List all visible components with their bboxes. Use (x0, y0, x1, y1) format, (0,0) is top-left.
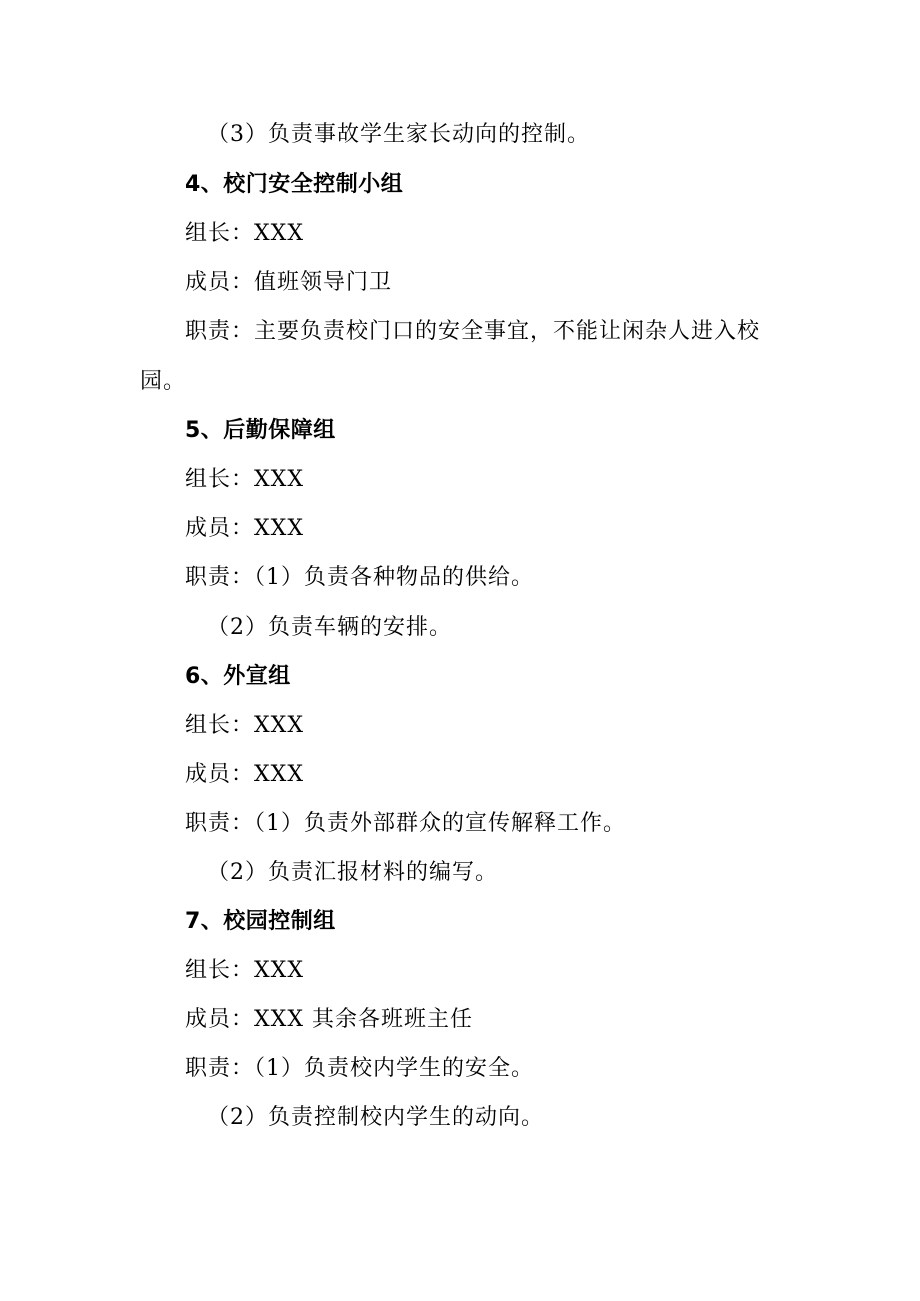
section-4-duty-continued: 园。 (140, 369, 187, 394)
section-7-duty-1: 职责：（1）负责校内学生的安全。 (185, 1056, 534, 1081)
section-7-heading: 7、校园控制组 (185, 909, 336, 934)
section-5-members: 成员：XXX (185, 516, 304, 541)
section-6-leader: 组长：XXX (185, 713, 304, 738)
section-4-duty: 职责：主要负责校门口的安全事宜，不能让闲杂人进入校 (185, 319, 761, 344)
section-5-duty-1: 职责：（1）负责各种物品的供给。 (185, 565, 534, 590)
section-7-members: 成员：XXX 其余各班班主任 (185, 1007, 473, 1032)
section-4-leader: 组长：XXX (185, 221, 304, 246)
section-7-leader: 组长：XXX (185, 958, 304, 983)
section-7-duty-2: （2）负责控制校内学生的动向。 (207, 1105, 544, 1130)
section-4-members: 成员：值班领导门卫 (185, 270, 393, 295)
section-5-duty-2: （2）负责车辆的安排。 (207, 615, 452, 640)
section-6-duty-2: （2）负责汇报材料的编写。 (207, 860, 498, 885)
section-5-heading: 5、后勤保障组 (185, 418, 336, 443)
section-4-heading: 4、校门安全控制小组 (185, 172, 404, 197)
section-5-leader: 组长：XXX (185, 467, 304, 492)
duty-item-3-line: （3）负责事故学生家长动向的控制。 (207, 122, 590, 147)
section-6-members: 成员：XXX (185, 762, 304, 787)
section-6-heading: 6、外宣组 (185, 664, 291, 689)
section-6-duty-1: 职责：（1）负责外部群众的宣传解释工作。 (185, 811, 626, 836)
